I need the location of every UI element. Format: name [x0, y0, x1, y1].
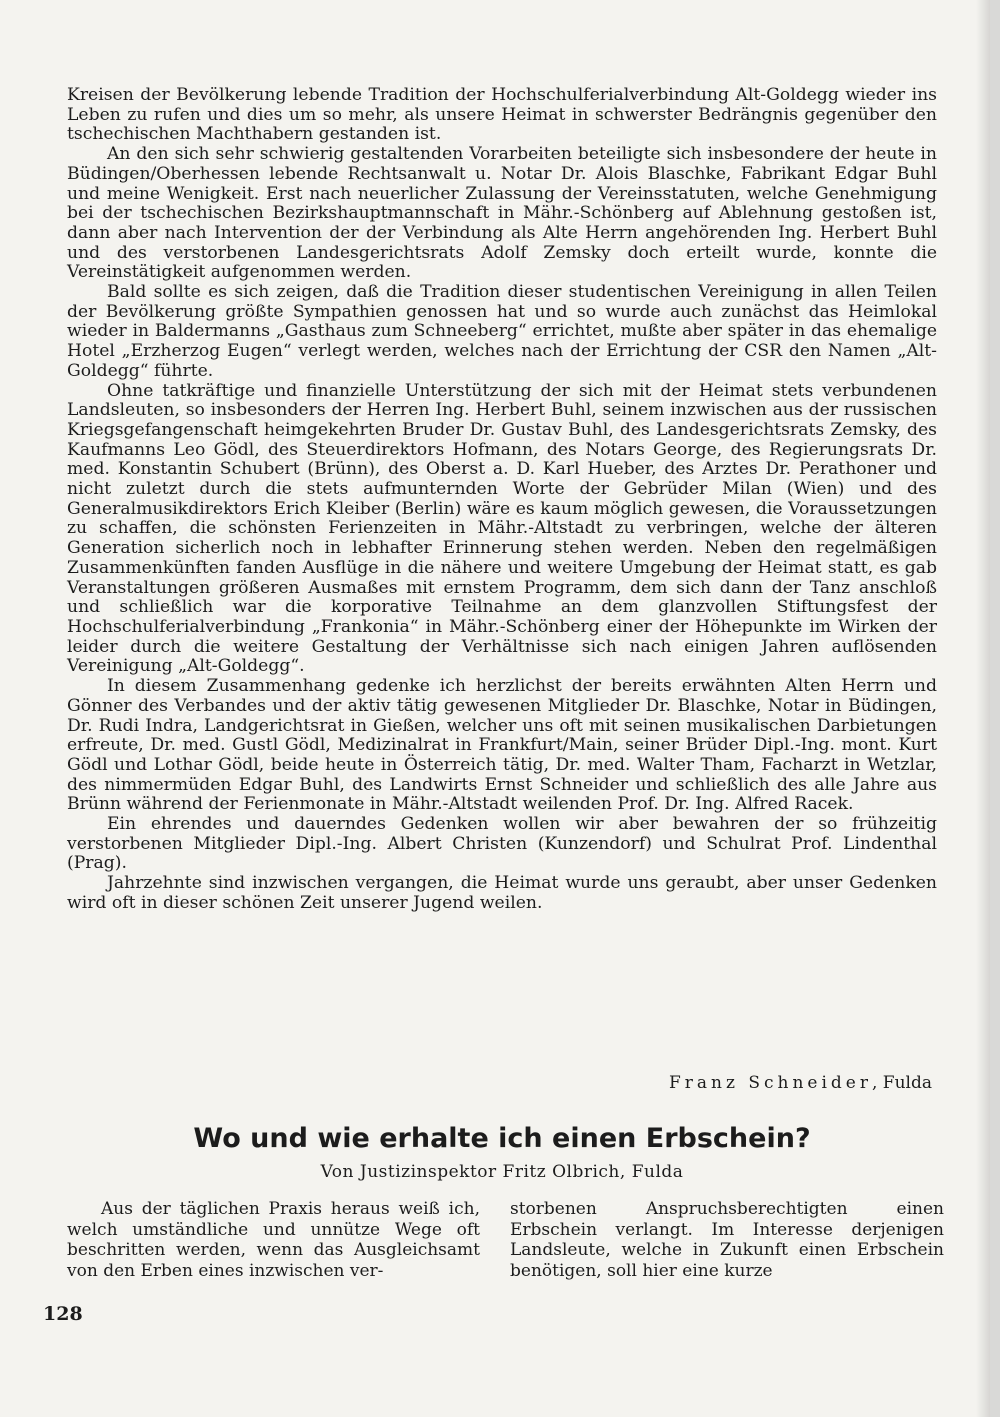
author-place: , Fulda — [871, 1073, 932, 1093]
paragraph-7: Jahrzehnte sind inzwischen vergangen, die Heimat wurde uns geraubt, aber unser Gedenken wird oft in dieser schönen Zeit unserer Jugend weilen. — [67, 873, 937, 913]
article-body — [67, 86, 937, 914]
paragraph-2: An den sich sehr schwierig gestaltenden Vorarbeiten beteiligte sich insbesondere der heute in Büdingen/Oberhessen lebende Rechtsanwalt u. Notar Dr. Alois Blaschke, Fabrikant Edgar Buhl und meine Wenigkeit. Erst nach neuerlicher Zulassung der Vereinsstatuten, welche Genehmigung bei der tschechischen Bezirkshauptmannschaft in Mähr.-Schönberg auf Ablehnung gestoßen ist, dann aber nach Intervention der der Verbindung als Alte Herrn angehörenden Ing. Herbert Buhl und des verstorbenen Landesgerichtsrats Adolf Zemsky doch erteilt wurde, konnte die Vereinstätigkeit aufgenommen werden. — [67, 144, 937, 283]
author-name: Franz Schneider — [668, 1073, 872, 1093]
paragraph-5: In diesem Zusammenhang gedenke ich herzlichst der bereits erwähnten Alten Herrn und Gönner des Verbandes und der aktiv tätig gewesenen Mitglieder Dr. Blaschke, Notar in Büdingen, Dr. Rudi Indra, Landgerichtsrat in Gießen, welcher uns oft mit seinen musikalischen Darbietungen erfreute, Dr. med. Gustl Gödl, Medizinalrat in Frankfurt/Main, seiner Brüder Dipl.-Ing. mont. Kurt Gödl und Lothar Gödl, beide heute in Österreich tätig, Dr. med. Walter Tham, Facharzt in Wetzlar, des nimmermüden Edgar Buhl, des Landwirts Ernst Schneider und schließlich des alle Jahre aus Brünn während der Ferienmonate in Mähr.-Altstadt weilenden Prof. Dr. Ing. Alfred Racek. — [67, 676, 937, 815]
paragraph-3: Bald sollte es sich zeigen, daß die Tradition dieser studentischen Vereinigung in allen Teilen der Bevölkerung größte Sympathien genossen hat und so wurde auch zunächst das Heimlokal wieder in Baldermanns „Gasthaus zum Schneeberg“ errichtet, mußte aber später in das ehemalige Hotel „Erzherzog Eugen“ verlegt werden, welches nach der Errichtung der CSR den Namen „Alt-Goldegg“ führte. — [67, 282, 937, 381]
article-byline: Von Justizinspektor Fritz Olbrich, Fulda — [320, 1162, 684, 1182]
column-right — [510, 1199, 944, 1281]
author-signature — [520, 1073, 932, 1093]
paragraph-6: Ein ehrendes und dauerndes Gedenken wollen wir aber bewahren der so frühzeitig verstorbenen Mitglieder Dipl.-Ing. Albert Christen (Kunzendorf) und Schulrat Prof. Lindenthal (Prag). — [67, 814, 937, 874]
column-left-text: Aus der täglichen Praxis heraus weiß ich, welch umständliche und unnütze Wege oft beschritten werden, wenn das Ausgleichsamt von den Erben eines inzwischen ver- — [67, 1199, 480, 1281]
article-title: Wo und wie erhalte ich einen Erbschein? — [193, 1123, 811, 1154]
column-right-text: storbenen Anspruchsberechtigten einen Erbschein verlangt. Im Interesse derjenigen Landsleute, welche in Zukunft einen Erbschein benötigen, soll hier eine kurze — [510, 1199, 944, 1281]
page-number: 128 — [43, 1303, 83, 1325]
paragraph-4: Ohne tatkräftige und finanzielle Unterstützung der sich mit der Heimat stets verbundenen Landsleuten, so insbesonders der Herren Ing. Herbert Buhl, seinem inzwischen aus der russischen Kriegsgefangenschaft heimgekehrten Bruder Dr. Gustav Buhl, des Landesgerichtsrats Zemsky, des Kaufmanns Leo Gödl, des Steuerdirektors Hofmann, des Notars George, des Regierungsrats Dr. med. Konstantin Schubert (Brünn), des Oberst a. D. Karl Hueber, des Arztes Dr. Perathoner und nicht zuletzt durch die stets aufmunternden Worte der Gebrüder Milan (Wien) und des Generalmusikdirektors Erich Kleiber (Berlin) wäre es kaum möglich gewesen, die Voraussetzungen zu schaffen, die schönsten Ferienzeiten in Mähr.-Altstadt zu verbringen, welche der älteren Generation sicherlich noch in lebhafter Erinnerung stehen werden. Neben den regelmäßigen Zusammenkünften fanden Ausflüge in die nähere und weitere Umgebung der Heimat statt, es gab Veranstaltungen größeren Ausmaßes mit ernstem Programm, dem sich dann der Tanz anschloß und schließlich war die korporative Teilnahme an dem glanzvollen Stiftungsfest der Hochschulferialverbindung „Frankonia“ in Mähr.-Schönberg einer der Höhepunkte im Wirken der leider durch die weitere Gestaltung der Verhältnisse sich nach einigen Jahren auflösenden Vereinigung „Alt-Goldegg“. — [67, 380, 937, 677]
column-left — [67, 1199, 480, 1281]
paragraph-1: Kreisen der Bevölkerung lebende Tradition der Hochschulferialverbindung Alt-Goldegg wieder ins Leben zu rufen und dies um so mehr, als unsere Heimat in schwerster Bedrängnis gegenüber den tschechischen Machthabern gestanden ist. — [67, 85, 937, 145]
